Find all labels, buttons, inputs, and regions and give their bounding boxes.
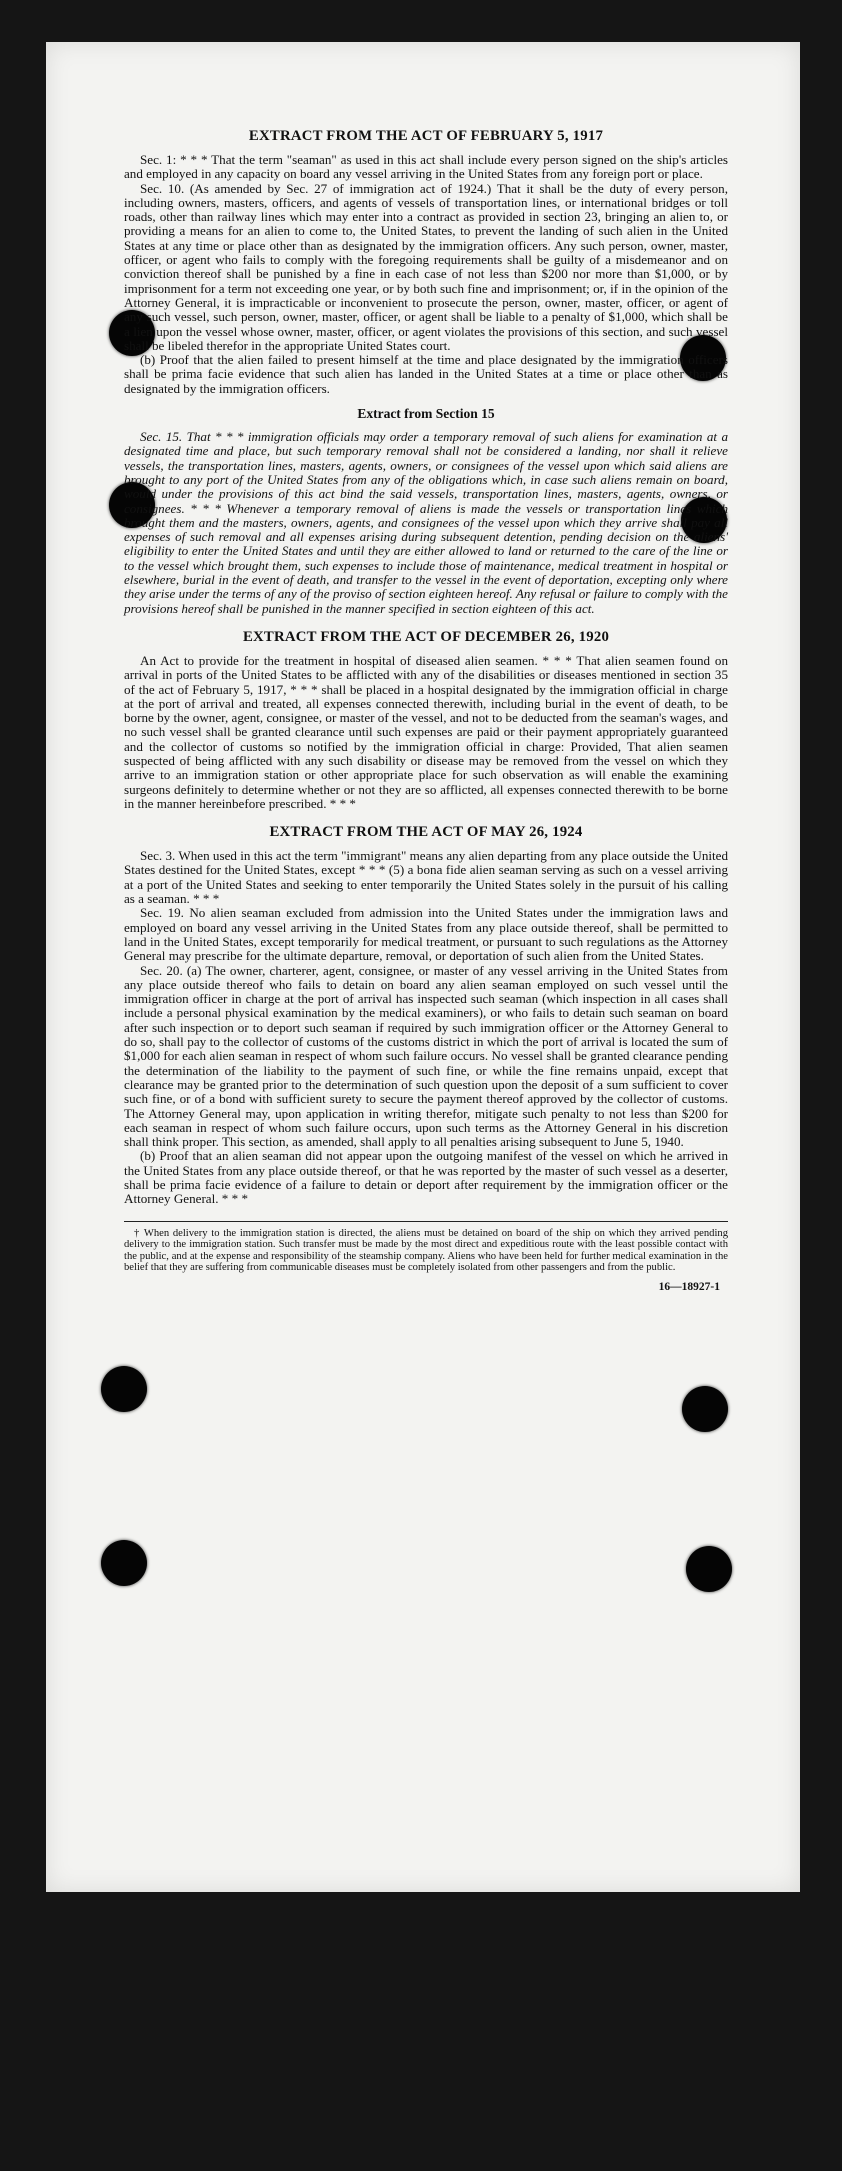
footnote [124, 1221, 728, 1274]
section-title: Extract from Section 15 [357, 406, 495, 422]
paragraph: (b) Proof that an alien seaman did not appear upon the outgoing manifest of the vessel on which he arrived in the United States from any place outside thereof, or that he was reported by the master of such vessel as a deserter, shall be prima facie evidence of a failure to detain or deport after requirement by the immigration officer or the Attorney General. * * * [124, 1148, 728, 1207]
paragraph: An Act to provide for the treatment in hospital of diseased alien seamen. * * * That alien seamen found on arrival in ports of the United States to be afflicted with any of the disabilities or diseases mentioned in section 35 of the act of February 5, 1917, * * * shall be placed in a hospital designated by the immigration official in charge at the port of arrival and treated, all expenses connected therewith, including burial in the event of death, to be borne by the owner, agent, consignee, or master of the vessel, and not to be deducted from the seaman's wages, and no such vessel shall be granted clearance until such expenses are paid or their payment appropriately guaranteed and the collector of customs so notified by the immigration official in charge: Provided, That alien seamen suspected of being afflicted with any such disability or disease may be removed from the vessel on which they arrive to an immigration station or other appropriate place for such observation as will enable the examining surgeons definitely to determine whether or not they are so afflicted, all expenses connected therewith to be borne in the manner hereinbefore prescribed. * * * [124, 652, 728, 811]
form-number: 16—18927-1 [658, 1280, 720, 1293]
section-title: EXTRACT FROM THE ACT OF FEBRUARY 5, 1917 [248, 128, 604, 144]
paragraph: Sec. 10. (As amended by Sec. 27 of immigration act of 1924.) That it shall be the duty of every person, including owners, masters, officers, and agents of vessels of transportation lines, or international bridges or toll roads, other than railway lines which may enter into a contract as provided in section 23, bringing an alien to, or providing a means for an alien to come to, the United States, to prevent the landing of such alien in the United States at any time or place other than as designated by the immigration officers. Any such person, owner, master, officer, or agent who fails to comply with the foregoing requirements shall be guilty of a misdemeanor and on conviction thereof shall be punished by a fine in each case of not less than $200 nor more than $1,000, or by imprisonment for a term not exceeding one year, or by both such fine and imprisonment; or, if in the opinion of the Attorney General, it is impracticable or inconvenient to prosecute the person, owner, master, officer, or agent of any such vessel, such person, owner, master, officer, or agent shall be liable to a penalty of $1,000, which shall be a lien upon the vessel whose owner, master, officer, or agent violates the provisions of this section, and such vessel shall be libeled therefor in the appropriate United States court. [124, 180, 728, 353]
section-title: EXTRACT FROM THE ACT OF MAY 26, 1924 [269, 824, 583, 841]
paragraph: Sec. 3. When used in this act the term "immigrant" means any alien departing from any place outside the United States destined for the United States, except * * * (5) a bona fide alien seaman serving as such on a vessel arriving at a port of the United States and seeking to enter temporarily the United States solely in the pursuit of his calling as a seaman. * * * [124, 848, 728, 907]
section-act-1924 [124, 823, 728, 1206]
paragraph: Sec. 1: * * * That the term "seaman" as used in this act shall include every person signed on the ship's articles and employed in any capacity on board any vessel arriving in the United States from any foreign port or place. [124, 152, 728, 182]
punch-hole [682, 1386, 728, 1432]
punch-hole [101, 1540, 147, 1586]
section-title: EXTRACT FROM THE ACT OF DECEMBER 26, 1920 [242, 628, 610, 645]
footnote-text: † When delivery to the immigration station is directed, the aliens must be detained on board of the ship on which they arrived pending delivery to the immigration station. Such transfer must be made by the most direct and expeditious route with the least possible contact with the public, and at the expense and responsibility of the steamship company. Aliens who have been held for further medical examination in the belief that they are suffering from communicable diseases must be completely isolated from other passengers and from the public. [124, 1227, 728, 1274]
paragraph: Sec. 20. (a) The owner, charterer, agent, consignee, or master of any vessel arriving in the United States from any place outside thereof who fails to detain on board any alien seaman employed on such vessel until the immigration officer in charge at the port of arrival has inspected such seaman (which inspection in all cases shall include a personal physical examination by the medical examiners), or who fails to detain such seaman on board after such inspection or to deport such seaman if required by such immigration officer or the Attorney General to do so, shall pay to the collector of customs of the customs district in which the port of arrival is located the sum of $1,000 for each alien seaman in respect of whom such failure occurs. No vessel shall be granted clearance pending the determination of the liability to the payment of such fine, or while the fine remains unpaid, except that clearance may be granted prior to the determination of such question upon the deposit of a sum sufficient to cover such fine, or of a bond with sufficient surety to secure the payment thereof approved by the collector of customs. The Attorney General may, upon application in writing therefor, mitigate such penalty to not less than $200 for each seaman in respect of whom such failure occurs, upon such terms as the Attorney General in his discretion shall think proper. This section, as amended, shall apply to all penalties arising subsequent to June 5, 1940. [124, 962, 728, 1150]
section-act-1920 [124, 628, 728, 811]
paragraph: Sec. 19. No alien seaman excluded from admission into the United States under the immigration laws and employed on board any vessel arriving in the United States from any place outside thereof, shall be permitted to land in the United States, except temporarily for medical treatment, or pursuant to such regulations as the Attorney General may prescribe for the ultimate departure, removal, or deportation of such alien from the United States. [124, 905, 728, 964]
paragraph: (b) Proof that the alien failed to present himself at the time and place designated by the immigration officers shall be prima facie evidence that such alien has landed in the United States at a time or place other than as designated by the immigration officers. [124, 352, 728, 396]
document-body [124, 127, 728, 1294]
punch-hole [101, 1366, 147, 1412]
document-page [46, 42, 800, 1892]
section-act-1917 [124, 127, 728, 396]
paragraph: Sec. 15. That * * * immigration officials may order a temporary removal of such aliens for examination at a designated time and place, but such temporary removal shall not be considered a landing, nor shall it relieve vessels, the transportation lines, masters, agents, owners, or consignees of the vessel upon which said aliens are brought to any port of the United States from any of the obligations which, in case such aliens remain on board, would under the provisions of this act bind the said vessels, transportation lines, masters, agents, owners, or consignees. * * * Whenever a temporary removal of aliens is made the vessels or transportation lines which brought them and the masters, owners, agents, and consignees of the vessel upon which they arrive shall pay all expenses of such removal and all expenses arising during subsequent detention, pending decision on the aliens' eligibility to enter the United States and until they are either allowed to land or returned to the care of the line or to the vessel which brought them, such expenses to include those of maintenance, medical treatment in hospital or elsewhere, burial in the event of death, and transfer to the vessel in the event of deportation, excepting only where they arise under the terms of any of the proviso of section eighteen hereof. Any refusal or failure to comply with the provisions hereof shall be punished in the manner specified in section eighteen of this act. [124, 429, 728, 616]
section-15 [124, 406, 728, 616]
punch-hole [686, 1546, 732, 1592]
